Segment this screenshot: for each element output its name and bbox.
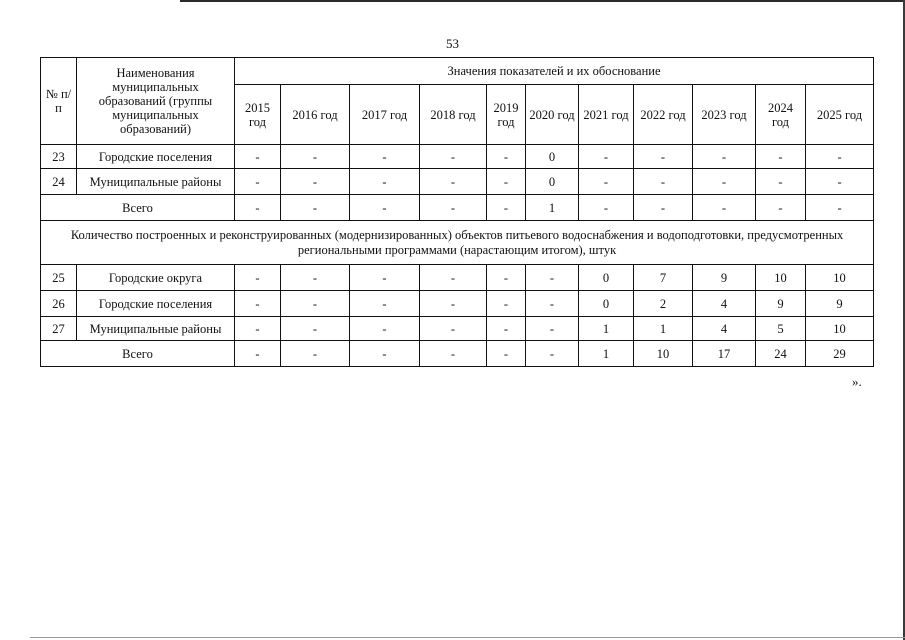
row-name: Городские поселения — [77, 145, 235, 169]
value-cell: 0 — [579, 291, 634, 317]
value-cell: - — [420, 145, 487, 169]
value-cell: - — [420, 195, 487, 221]
table-row — [41, 317, 874, 341]
value-cell: - — [526, 291, 579, 317]
value-cell: - — [350, 195, 420, 221]
value-cell: - — [526, 341, 579, 367]
value-cell: 10 — [634, 341, 693, 367]
value-cell: - — [693, 169, 756, 195]
row-number: 24 — [41, 169, 77, 195]
row-name: Муниципальные районы — [77, 169, 235, 195]
value-cell: - — [806, 145, 874, 169]
value-cell: 0 — [526, 145, 579, 169]
year-header: 2023 год — [693, 85, 756, 145]
value-cell: 10 — [756, 265, 806, 291]
row-name: Городские округа — [77, 265, 235, 291]
total-row — [41, 341, 874, 367]
value-cell: - — [756, 195, 806, 221]
value-cell: - — [693, 145, 756, 169]
row-number: 27 — [41, 317, 77, 341]
value-cell: - — [281, 317, 350, 341]
value-cell: 1 — [526, 195, 579, 221]
value-cell: - — [350, 341, 420, 367]
value-cell: - — [235, 291, 281, 317]
year-header: 2015 год — [235, 85, 281, 145]
value-cell: 1 — [579, 317, 634, 341]
table-row — [41, 291, 874, 317]
section-row — [41, 221, 874, 265]
year-header: 2021 год — [579, 85, 634, 145]
value-cell: 2 — [634, 291, 693, 317]
year-header: 2020 год — [526, 85, 579, 145]
year-header: 2025 год — [806, 85, 874, 145]
value-cell: - — [487, 145, 526, 169]
value-cell: - — [634, 195, 693, 221]
value-cell: 1 — [579, 341, 634, 367]
value-cell: 4 — [693, 317, 756, 341]
value-cell: - — [420, 317, 487, 341]
row-name: Городские поселения — [77, 291, 235, 317]
scan-edge-top — [180, 0, 905, 2]
value-cell: - — [526, 265, 579, 291]
year-header: 2017 год — [350, 85, 420, 145]
value-cell: - — [634, 169, 693, 195]
value-cell: - — [350, 145, 420, 169]
value-cell: - — [487, 291, 526, 317]
value-cell: - — [420, 169, 487, 195]
value-cell: 10 — [806, 317, 874, 341]
value-cell: 1 — [634, 317, 693, 341]
table-row — [41, 169, 874, 195]
value-cell: - — [420, 291, 487, 317]
value-cell: - — [579, 195, 634, 221]
value-cell: 0 — [579, 265, 634, 291]
value-cell: 9 — [806, 291, 874, 317]
year-header: 2019 год — [487, 85, 526, 145]
value-cell: - — [235, 341, 281, 367]
total-row — [41, 195, 874, 221]
value-cell: - — [281, 341, 350, 367]
value-cell: 9 — [693, 265, 756, 291]
col-num-header: № п/п — [41, 58, 77, 145]
row-name: Муниципальные районы — [77, 317, 235, 341]
value-cell: - — [487, 169, 526, 195]
row-number: 23 — [41, 145, 77, 169]
value-cell: - — [579, 145, 634, 169]
value-cell: - — [420, 341, 487, 367]
year-header: 2024 год — [756, 85, 806, 145]
values-header: Значения показателей и их обоснование — [235, 58, 874, 85]
table-row — [41, 265, 874, 291]
value-cell: - — [235, 145, 281, 169]
section-title: Количество построенных и реконструированных (модернизированных) объектов питьевого водоснабжения и водоподготовки, предусмотренных региональными программами (нарастающим итогом), штук — [41, 221, 874, 265]
header-row-1 — [41, 58, 874, 85]
value-cell: - — [634, 145, 693, 169]
value-cell: - — [350, 265, 420, 291]
value-cell: - — [806, 169, 874, 195]
value-cell: - — [579, 169, 634, 195]
indicators-table — [40, 57, 874, 367]
year-header: 2022 год — [634, 85, 693, 145]
year-header: 2016 год — [281, 85, 350, 145]
value-cell: - — [693, 195, 756, 221]
value-cell: - — [487, 195, 526, 221]
value-cell: - — [756, 145, 806, 169]
scan-edge-bottom — [30, 637, 905, 638]
value-cell: - — [487, 317, 526, 341]
value-cell: - — [281, 145, 350, 169]
col-name-header: Наименования муниципальных образований (группы муниципальных образований) — [77, 58, 235, 145]
year-header: 2018 год — [420, 85, 487, 145]
value-cell: 0 — [526, 169, 579, 195]
table-row — [41, 145, 874, 169]
value-cell: - — [235, 169, 281, 195]
value-cell: 7 — [634, 265, 693, 291]
value-cell: - — [235, 195, 281, 221]
value-cell: - — [235, 265, 281, 291]
row-number: 25 — [41, 265, 77, 291]
value-cell: - — [420, 265, 487, 291]
value-cell: - — [350, 317, 420, 341]
value-cell: - — [756, 169, 806, 195]
value-cell: - — [487, 265, 526, 291]
value-cell: - — [526, 317, 579, 341]
value-cell: 10 — [806, 265, 874, 291]
value-cell: - — [281, 169, 350, 195]
page-number: 53 — [446, 36, 459, 51]
value-cell: - — [235, 317, 281, 341]
row-number: 26 — [41, 291, 77, 317]
value-cell: 29 — [806, 341, 874, 367]
value-cell: 5 — [756, 317, 806, 341]
value-cell: - — [281, 291, 350, 317]
value-cell: 17 — [693, 341, 756, 367]
value-cell: - — [350, 169, 420, 195]
value-cell: - — [350, 291, 420, 317]
value-cell: 24 — [756, 341, 806, 367]
value-cell: - — [281, 265, 350, 291]
value-cell: - — [281, 195, 350, 221]
total-label: Всего — [41, 341, 235, 367]
closing-mark: ». — [852, 374, 862, 389]
value-cell: - — [806, 195, 874, 221]
value-cell: 9 — [756, 291, 806, 317]
value-cell: 4 — [693, 291, 756, 317]
value-cell: - — [487, 341, 526, 367]
total-label: Всего — [41, 195, 235, 221]
